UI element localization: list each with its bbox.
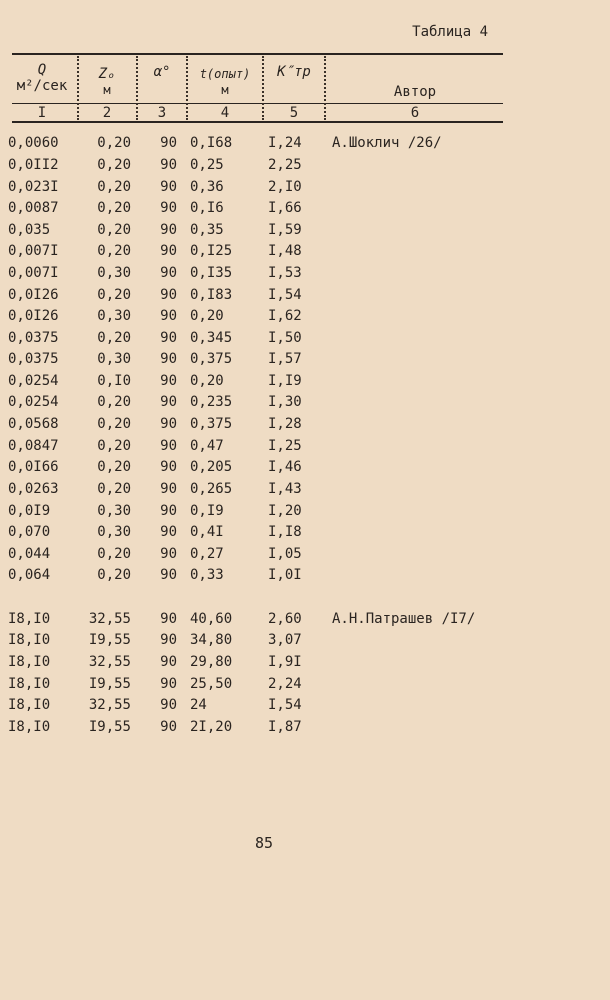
cell-k: I,20 <box>268 503 302 519</box>
cell-z: 0,20 <box>97 416 131 432</box>
header-z <box>80 66 134 98</box>
cell-z: 0,20 <box>97 481 131 497</box>
cell-alpha: 90 <box>160 394 177 410</box>
table-row <box>0 287 610 307</box>
cell-k: 2,I0 <box>268 179 302 195</box>
cell-z: 0,20 <box>97 135 131 151</box>
cell-alpha: 90 <box>160 243 177 259</box>
cell-z: 0,20 <box>97 222 131 238</box>
cell-t: 0,4I <box>190 524 224 540</box>
column-separator <box>77 56 79 120</box>
column-number: 5 <box>289 105 299 121</box>
cell-k: I,59 <box>268 222 302 238</box>
cell-k: I,I9 <box>268 373 302 389</box>
cell-alpha: 90 <box>160 524 177 540</box>
cell-alpha: 90 <box>160 567 177 583</box>
cell-t: 0,27 <box>190 546 224 562</box>
cell-t: 0,205 <box>190 459 233 475</box>
cell-t: 0,33 <box>190 567 224 583</box>
cell-z: 0,30 <box>97 265 131 281</box>
cell-alpha: 90 <box>160 438 177 454</box>
cell-alpha: 90 <box>160 611 177 627</box>
table-row <box>0 157 610 177</box>
cell-q: 0,0254 <box>8 373 59 389</box>
cell-q: 0,0375 <box>8 330 59 346</box>
cell-z: 32,55 <box>88 697 131 713</box>
cell-k: I,54 <box>268 697 302 713</box>
table-row <box>0 179 610 199</box>
cell-alpha: 90 <box>160 654 177 670</box>
cell-q: 0,007I <box>8 243 59 259</box>
cell-q: 0,0263 <box>8 481 59 497</box>
cell-q: 0,0568 <box>8 416 59 432</box>
cell-q: 0,0I26 <box>8 308 59 324</box>
cell-t: 0,I83 <box>190 287 233 303</box>
header-q <box>8 62 76 94</box>
header-q-unit: м²/сек <box>16 78 68 94</box>
cell-t: 24 <box>190 697 207 713</box>
cell-alpha: 90 <box>160 719 177 735</box>
cell-q: 0,0II2 <box>8 157 59 173</box>
cell-k: 2,25 <box>268 157 302 173</box>
cell-alpha: 90 <box>160 135 177 151</box>
cell-k: I,9I <box>268 654 302 670</box>
cell-q: I8,I0 <box>8 632 51 648</box>
table-row <box>0 611 610 631</box>
cell-q: I8,I0 <box>8 611 51 627</box>
cell-z: 0,30 <box>97 308 131 324</box>
cell-z: 0,20 <box>97 567 131 583</box>
cell-z: 0,20 <box>97 287 131 303</box>
table-row <box>0 351 610 371</box>
cell-t: 0,375 <box>190 351 233 367</box>
cell-t: 40,60 <box>190 611 233 627</box>
cell-z: 0,30 <box>97 524 131 540</box>
header-t-symbol: t(опыт) <box>199 67 251 81</box>
cell-z: 0,20 <box>97 438 131 454</box>
cell-k: I,28 <box>268 416 302 432</box>
cell-q: 0,064 <box>8 567 51 583</box>
cell-k: I,30 <box>268 394 302 410</box>
cell-k: I,62 <box>268 308 302 324</box>
cell-k: I,50 <box>268 330 302 346</box>
cell-q: 0,0087 <box>8 200 59 216</box>
page-number: 85 <box>255 834 274 852</box>
cell-author: А.Н.Патрашев /I7/ <box>332 611 476 627</box>
table-row <box>0 200 610 220</box>
cell-k: I,I8 <box>268 524 302 540</box>
cell-k: I,57 <box>268 351 302 367</box>
table-row <box>0 719 610 739</box>
header-k <box>264 64 324 80</box>
cell-t: 0,35 <box>190 222 224 238</box>
header-top-rule <box>12 53 503 55</box>
cell-q: I8,I0 <box>8 676 51 692</box>
cell-t: 0,265 <box>190 481 233 497</box>
table-row <box>0 135 610 155</box>
cell-q: I8,I0 <box>8 719 51 735</box>
cell-alpha: 90 <box>160 200 177 216</box>
cell-z: I9,55 <box>88 632 131 648</box>
cell-t: 0,I68 <box>190 135 233 151</box>
column-number: 4 <box>220 105 230 121</box>
cell-q: 0,0060 <box>8 135 59 151</box>
table-row <box>0 416 610 436</box>
cell-t: 0,20 <box>190 308 224 324</box>
cell-alpha: 90 <box>160 157 177 173</box>
cell-t: 0,I6 <box>190 200 224 216</box>
header-z-symbol: Zₒ <box>98 66 116 82</box>
header-alpha-symbol: α° <box>153 64 171 80</box>
table-row <box>0 654 610 674</box>
cell-q: I8,I0 <box>8 654 51 670</box>
cell-alpha: 90 <box>160 481 177 497</box>
cell-q: 0,070 <box>8 524 51 540</box>
table-row <box>0 373 610 393</box>
column-number: 3 <box>157 105 167 121</box>
table-row <box>0 394 610 414</box>
table-row <box>0 222 610 242</box>
cell-alpha: 90 <box>160 179 177 195</box>
table-row <box>0 243 610 263</box>
cell-t: 0,235 <box>190 394 233 410</box>
cell-k: I,46 <box>268 459 302 475</box>
cell-k: I,43 <box>268 481 302 497</box>
cell-k: I,25 <box>268 438 302 454</box>
table-row <box>0 459 610 479</box>
cell-t: 0,I25 <box>190 243 233 259</box>
cell-t: 0,345 <box>190 330 233 346</box>
cell-q: 0,023I <box>8 179 59 195</box>
cell-q: 0,007I <box>8 265 59 281</box>
cell-z: 0,20 <box>97 546 131 562</box>
cell-k: I,87 <box>268 719 302 735</box>
cell-z: I9,55 <box>88 719 131 735</box>
header-q-symbol: Q <box>37 62 47 78</box>
table-row <box>0 330 610 350</box>
cell-q: 0,035 <box>8 222 51 238</box>
cell-alpha: 90 <box>160 416 177 432</box>
cell-q: 0,044 <box>8 546 51 562</box>
cell-z: 0,30 <box>97 503 131 519</box>
cell-z: 32,55 <box>88 611 131 627</box>
column-number: 2 <box>102 105 112 121</box>
column-separator <box>324 56 326 120</box>
table-row <box>0 567 610 587</box>
cell-t: 0,I9 <box>190 503 224 519</box>
table-row <box>0 632 610 652</box>
cell-k: I,66 <box>268 200 302 216</box>
cell-z: 0,20 <box>97 179 131 195</box>
cell-q: I8,I0 <box>8 697 51 713</box>
cell-t: 0,375 <box>190 416 233 432</box>
cell-t: 2I,20 <box>190 719 233 735</box>
cell-t: 0,36 <box>190 179 224 195</box>
cell-t: 0,25 <box>190 157 224 173</box>
header-mid-rule <box>12 103 503 104</box>
cell-q: 0,0I9 <box>8 503 51 519</box>
cell-t: 25,50 <box>190 676 233 692</box>
cell-k: I,53 <box>268 265 302 281</box>
cell-alpha: 90 <box>160 676 177 692</box>
cell-k: I,05 <box>268 546 302 562</box>
cell-t: 34,80 <box>190 632 233 648</box>
cell-k: I,48 <box>268 243 302 259</box>
cell-alpha: 90 <box>160 546 177 562</box>
cell-t: 29,80 <box>190 654 233 670</box>
header-alpha <box>138 64 186 80</box>
table-row <box>0 524 610 544</box>
cell-t: 0,I35 <box>190 265 233 281</box>
table-row <box>0 503 610 523</box>
header-t <box>188 66 262 98</box>
cell-z: 0,20 <box>97 330 131 346</box>
cell-alpha: 90 <box>160 373 177 389</box>
cell-alpha: 90 <box>160 330 177 346</box>
cell-z: 32,55 <box>88 654 131 670</box>
column-number: 6 <box>410 105 420 121</box>
header-k-symbol: K″тр <box>277 64 311 80</box>
cell-alpha: 90 <box>160 697 177 713</box>
cell-alpha: 90 <box>160 351 177 367</box>
table-row <box>0 438 610 458</box>
cell-z: 0,20 <box>97 157 131 173</box>
cell-k: 2,24 <box>268 676 302 692</box>
cell-z: I9,55 <box>88 676 131 692</box>
header-t-unit: м <box>221 83 229 97</box>
cell-z: 0,20 <box>97 200 131 216</box>
cell-alpha: 90 <box>160 287 177 303</box>
cell-k: I,54 <box>268 287 302 303</box>
table-caption: Таблица 4 <box>412 24 488 40</box>
table-row <box>0 265 610 285</box>
cell-z: 0,30 <box>97 351 131 367</box>
cell-t: 0,47 <box>190 438 224 454</box>
cell-k: I,0I <box>268 567 302 583</box>
cell-k: I,24 <box>268 135 302 151</box>
cell-q: 0,0375 <box>8 351 59 367</box>
cell-k: 3,07 <box>268 632 302 648</box>
table-row <box>0 546 610 566</box>
cell-z: 0,20 <box>97 394 131 410</box>
cell-alpha: 90 <box>160 632 177 648</box>
header-z-unit: м <box>103 83 111 97</box>
column-number: I <box>37 105 47 121</box>
cell-author: А.Шоклич /26/ <box>332 135 442 151</box>
cell-alpha: 90 <box>160 503 177 519</box>
header-bottom-rule <box>12 121 503 123</box>
cell-alpha: 90 <box>160 265 177 281</box>
cell-t: 0,20 <box>190 373 224 389</box>
cell-alpha: 90 <box>160 459 177 475</box>
cell-q: 0,0I26 <box>8 287 59 303</box>
header-author <box>330 84 500 100</box>
table-row <box>0 481 610 501</box>
header-author-label: Автор <box>393 84 437 100</box>
cell-k: 2,60 <box>268 611 302 627</box>
cell-alpha: 90 <box>160 308 177 324</box>
table-row <box>0 308 610 328</box>
table-row <box>0 676 610 696</box>
cell-q: 0,0254 <box>8 394 59 410</box>
cell-z: 0,I0 <box>97 373 131 389</box>
cell-q: 0,0I66 <box>8 459 59 475</box>
table-row <box>0 697 610 717</box>
cell-z: 0,20 <box>97 243 131 259</box>
cell-q: 0,0847 <box>8 438 59 454</box>
cell-z: 0,20 <box>97 459 131 475</box>
cell-alpha: 90 <box>160 222 177 238</box>
